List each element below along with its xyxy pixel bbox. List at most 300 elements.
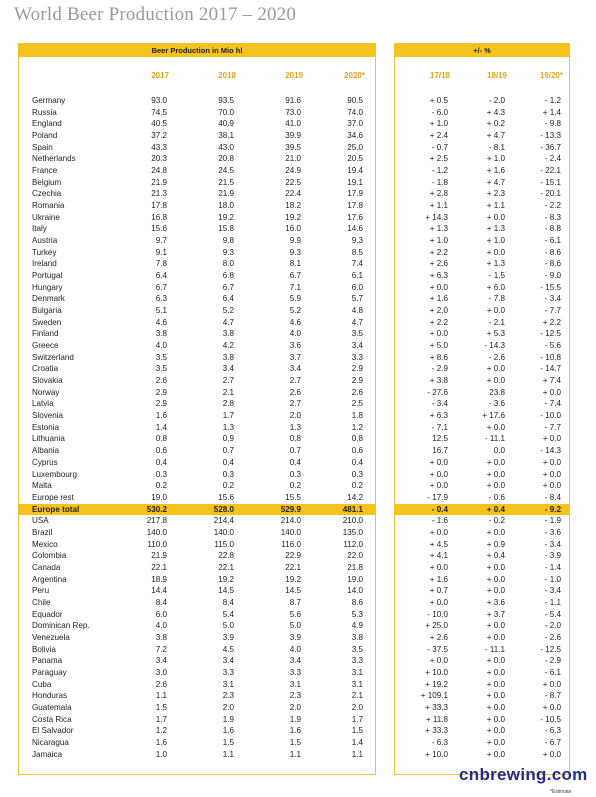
production-value: 3.3 (351, 352, 363, 362)
change-value: - 11.1 (484, 434, 505, 444)
change-value: - 6.1 (544, 236, 561, 246)
change-value: + 2.6 (429, 259, 448, 269)
country-name: Netherlands (32, 154, 76, 164)
production-value: 140.0 (280, 527, 301, 537)
table-row (19, 387, 375, 399)
country-name: Ukraine (32, 212, 60, 222)
production-value: 1.7 (351, 714, 363, 724)
country-name: Slovakia (32, 376, 63, 386)
change-value: + 11.8 (425, 714, 448, 724)
production-value: 0.3 (351, 469, 363, 479)
production-value: 19.0 (151, 492, 167, 502)
production-value: 214.0 (280, 516, 301, 526)
production-value: 9.1 (155, 247, 167, 257)
production-value: 19.2 (218, 212, 234, 222)
production-value: 22.0 (347, 551, 363, 561)
production-value: 3.5 (155, 364, 167, 374)
change-value: + 19.2 (425, 679, 448, 689)
change-row (395, 539, 569, 551)
country-name: Europe total (32, 504, 80, 514)
total-row (19, 504, 375, 516)
change-value: - 1.1 (544, 597, 561, 607)
production-value: 22.1 (285, 562, 301, 572)
country-name: Czechia (32, 189, 62, 199)
change-row (395, 667, 569, 679)
production-value: 4.7 (351, 317, 363, 327)
production-value: 17.9 (347, 189, 363, 199)
change-value: + 1.1 (429, 201, 448, 211)
table-row (19, 749, 375, 761)
table-row (19, 153, 375, 165)
production-value: 8.7 (289, 597, 301, 607)
change-value: - 2.9 (544, 656, 561, 666)
production-value: 6.4 (222, 294, 234, 304)
change-row (395, 620, 569, 632)
change-row (395, 130, 569, 142)
production-value: 5.2 (222, 306, 234, 316)
production-value: 0.2 (289, 481, 301, 491)
country-name: Venezuela (32, 632, 70, 642)
production-value: 4.6 (155, 317, 167, 327)
change-row (395, 118, 569, 130)
production-value: 3.9 (222, 632, 234, 642)
production-value: 4.0 (289, 329, 301, 339)
country-name: Croatia (32, 364, 59, 374)
production-year-row (19, 71, 375, 91)
change-panel (394, 43, 570, 775)
table-row (19, 118, 375, 130)
production-value: 3.3 (222, 667, 234, 677)
change-value: - 8.4 (544, 492, 561, 502)
production-value: 0.7 (289, 446, 301, 456)
country-name: Luxembourg (32, 469, 77, 479)
change-value: - 0.4 (431, 504, 448, 514)
country-name: Poland (32, 131, 58, 141)
table-row (19, 457, 375, 469)
change-value: - 10.0 (540, 411, 561, 421)
production-value: 2.3 (289, 691, 301, 701)
change-value: - 37.5 (427, 644, 448, 654)
change-value: - 3.4 (544, 294, 561, 304)
change-row (395, 433, 569, 445)
production-value: 5.6 (289, 609, 301, 619)
change-value: + 3.6 (486, 597, 505, 607)
country-name: Finland (32, 329, 59, 339)
change-value: + 0.0 (486, 749, 505, 759)
change-row (395, 515, 569, 527)
table-row (19, 200, 375, 212)
change-value: + 0.0 (486, 562, 505, 572)
production-value: 24.5 (218, 166, 234, 176)
change-value: - 7.7 (544, 422, 561, 432)
production-value: 34.6 (347, 131, 363, 141)
country-name: Germany (32, 96, 66, 105)
change-value: + 0.0 (486, 306, 505, 316)
change-row (395, 293, 569, 305)
change-row (395, 212, 569, 224)
production-value: 1.1 (222, 749, 234, 759)
change-value: + 0.0 (486, 457, 505, 467)
change-value: - 2.2 (544, 201, 561, 211)
table-row (19, 445, 375, 457)
change-value: + 0.0 (429, 597, 448, 607)
change-value: + 1.6 (486, 166, 505, 176)
production-value: 0.3 (155, 469, 167, 479)
change-value: + 2.0 (429, 306, 448, 316)
table-row (19, 539, 375, 551)
production-value: 0.4 (351, 457, 363, 467)
production-value: 6.8 (222, 271, 234, 281)
production-value: 21.3 (151, 189, 167, 199)
production-value: 1.0 (155, 749, 167, 759)
table-row (19, 562, 375, 574)
year-header: 2020* (344, 71, 365, 80)
production-value: 7.4 (351, 259, 363, 269)
change-value: - 14.7 (540, 364, 561, 374)
production-value: 2.7 (222, 376, 234, 386)
change-value: + 2.2 (429, 247, 448, 257)
production-value: 2.6 (289, 387, 301, 397)
production-value: 3.8 (222, 352, 234, 362)
production-value: 14.6 (347, 224, 363, 234)
change-value: + 0.0 (429, 562, 448, 572)
production-value: 0.8 (155, 434, 167, 444)
production-value: 5.2 (289, 306, 301, 316)
change-value: - 14.3 (484, 341, 505, 351)
production-value: 140.0 (146, 527, 167, 537)
production-value: 2.8 (222, 399, 234, 409)
change-row (395, 749, 569, 761)
change-value: - 1.6 (431, 516, 448, 526)
change-row (395, 632, 569, 644)
country-name: England (32, 119, 62, 129)
change-rows (395, 95, 569, 760)
year-header: 2017 (151, 71, 169, 80)
table-row (19, 142, 375, 154)
production-value: 9.3 (222, 247, 234, 257)
country-name: Bolivia (32, 644, 56, 654)
production-value: 3.7 (289, 352, 301, 362)
country-name: El Salvador (32, 726, 74, 736)
change-value: - 7.7 (544, 306, 561, 316)
country-name: Guatemala (32, 702, 72, 712)
country-name: Austria (32, 236, 58, 246)
country-name: Malta (32, 481, 52, 491)
change-value: - 1.5 (488, 271, 505, 281)
production-value: 14.2 (347, 492, 363, 502)
change-value: + 0.0 (486, 527, 505, 537)
table-row (19, 223, 375, 235)
table-row (19, 527, 375, 539)
production-value: 22.8 (218, 551, 234, 561)
production-value: 1.4 (155, 422, 167, 432)
production-value: 15.8 (218, 224, 234, 234)
change-value: + 0.0 (542, 469, 561, 479)
country-name: Argentina (32, 574, 67, 584)
production-value: 5.9 (289, 294, 301, 304)
change-value: - 2.0 (488, 96, 505, 105)
change-value: + 1.0 (429, 236, 448, 246)
change-value: - 11.1 (484, 644, 505, 654)
change-value: + 0.4 (486, 504, 505, 514)
country-name: Chile (32, 597, 51, 607)
production-value: 17.8 (347, 201, 363, 211)
table-row (19, 679, 375, 691)
production-value: 4.2 (222, 341, 234, 351)
country-name: Mexico (32, 539, 58, 549)
production-value: 3.6 (289, 341, 301, 351)
change-value: + 0.7 (429, 586, 448, 596)
production-value: 529.9 (280, 504, 301, 514)
country-name: Greece (32, 341, 59, 351)
production-value: 4.8 (351, 306, 363, 316)
change-value: + 14.3 (425, 212, 448, 222)
change-value: + 4.5 (429, 539, 448, 549)
production-value: 0.3 (222, 469, 234, 479)
change-value: + 109.1 (420, 691, 448, 701)
production-value: 22.9 (285, 551, 301, 561)
change-period-row (395, 71, 569, 91)
production-value: 3.3 (289, 667, 301, 677)
country-name: Slovenia (32, 411, 64, 421)
production-value: 5.7 (351, 294, 363, 304)
change-value: - 1.2 (544, 96, 561, 105)
change-value: - 0.7 (431, 142, 448, 152)
country-name: Hungary (32, 282, 63, 292)
change-row (395, 644, 569, 656)
production-value: 2.6 (155, 376, 167, 386)
country-name: Romania (32, 201, 65, 211)
production-value: 116.0 (281, 539, 301, 549)
table-row (19, 235, 375, 247)
production-value: 14.0 (347, 586, 363, 596)
change-value: + 0.0 (486, 702, 505, 712)
production-value: 16.8 (151, 212, 167, 222)
change-row (395, 258, 569, 270)
change-value: - 6.7 (544, 737, 561, 747)
change-value: + 0.0 (429, 656, 448, 666)
production-value: 0.2 (222, 481, 234, 491)
production-value: 8.4 (155, 597, 167, 607)
country-name: Italy (32, 224, 47, 234)
change-value: - 8.6 (544, 247, 561, 257)
production-value: 73.0 (285, 107, 301, 117)
change-value: - 9.2 (544, 504, 561, 514)
production-value: 2.9 (155, 399, 167, 409)
change-value: - 36.7 (540, 142, 561, 152)
production-value: 1.3 (289, 422, 301, 432)
table-row (19, 469, 375, 481)
change-value: + 6.0 (486, 282, 505, 292)
production-value: 19.0 (347, 574, 363, 584)
table-row (19, 212, 375, 224)
production-value: 93.0 (151, 96, 167, 105)
production-value: 25.0 (347, 142, 363, 152)
change-row (395, 469, 569, 481)
change-value: + 6.3 (429, 411, 448, 421)
production-value: 530.2 (146, 504, 167, 514)
change-value: - 12.5 (540, 644, 561, 654)
change-row (395, 375, 569, 387)
change-value: + 4.3 (486, 107, 505, 117)
production-value: 41.0 (285, 119, 301, 129)
change-row (395, 714, 569, 726)
change-value: + 0.0 (486, 469, 505, 479)
change-value: + 10.0 (425, 749, 448, 759)
change-row (395, 142, 569, 154)
change-value: + 2.8 (429, 189, 448, 199)
production-header: Beer Production in Mio hl (19, 44, 375, 57)
change-value: 12.5 (432, 434, 448, 444)
year-header: 2019 (285, 71, 303, 80)
production-value: 14.5 (218, 586, 234, 596)
production-value: 18.9 (151, 574, 167, 584)
change-value: + 1.6 (429, 294, 448, 304)
country-name: Switzerland (32, 352, 74, 362)
watermark: cnbrewing.com (459, 765, 588, 784)
change-value: + 8.6 (429, 352, 448, 362)
production-value: 0.2 (351, 481, 363, 491)
country-name: Honduras (32, 691, 68, 701)
table-row (19, 632, 375, 644)
country-name: Europe rest (32, 492, 74, 502)
change-row (395, 702, 569, 714)
table-row (19, 702, 375, 714)
change-row (395, 328, 569, 340)
production-value: 1.3 (222, 422, 234, 432)
change-row (395, 690, 569, 702)
production-value: 4.5 (222, 644, 234, 654)
production-value: 19.2 (285, 574, 301, 584)
production-value: 24.8 (151, 166, 167, 176)
production-value: 15.6 (218, 492, 234, 502)
change-value: + 33.3 (425, 702, 448, 712)
change-row (395, 107, 569, 119)
production-value: 2.7 (289, 376, 301, 386)
production-value: 7.1 (289, 282, 301, 292)
change-value: + 0.0 (429, 329, 448, 339)
production-value: 3.4 (351, 341, 363, 351)
table-row (19, 597, 375, 609)
production-value: 7.2 (155, 644, 167, 654)
change-row (395, 247, 569, 259)
production-value: 0.8 (289, 434, 301, 444)
change-value: + 0.0 (486, 726, 505, 736)
change-value: + 3.8 (429, 376, 448, 386)
production-value: 90.5 (347, 96, 363, 105)
production-value: 91.6 (285, 96, 301, 105)
change-row (395, 655, 569, 667)
change-row (395, 422, 569, 434)
change-value: + 1.3 (486, 224, 505, 234)
production-value: 18.0 (218, 201, 234, 211)
change-value: - 6.3 (544, 726, 561, 736)
production-value: 1.6 (289, 726, 301, 736)
production-value: 6.3 (155, 294, 167, 304)
change-value: + 0.4 (486, 551, 505, 561)
production-value: 37.2 (151, 131, 167, 141)
change-value: + 1.3 (429, 224, 448, 234)
production-value: 0.8 (351, 434, 363, 444)
production-value: 6.7 (289, 271, 301, 281)
change-value: + 5.0 (429, 341, 448, 351)
table-row (19, 422, 375, 434)
production-value: 1.2 (351, 422, 363, 432)
production-value: 3.4 (289, 656, 301, 666)
production-value: 0.7 (222, 446, 234, 456)
change-value: 23.8 (489, 387, 505, 397)
production-value: 19.4 (347, 166, 363, 176)
production-value: 0.3 (289, 469, 301, 479)
change-row (395, 457, 569, 469)
production-value: 3.9 (289, 632, 301, 642)
production-value: 1.6 (222, 726, 234, 736)
table-row (19, 375, 375, 387)
production-value: 38.1 (218, 131, 234, 141)
change-value: - 2.1 (488, 317, 505, 327)
production-value: 4.0 (155, 621, 167, 631)
production-value: 4.6 (289, 317, 301, 327)
change-value: - 2.6 (488, 352, 505, 362)
production-value: 20.8 (218, 154, 234, 164)
change-value: - 3.6 (544, 527, 561, 537)
change-value: + 0.0 (486, 247, 505, 257)
change-value: + 0.0 (429, 469, 448, 479)
change-value: - 1.9 (544, 516, 561, 526)
production-value: 3.1 (289, 679, 301, 689)
change-value: + 0.0 (486, 656, 505, 666)
production-value: 3.1 (351, 667, 363, 677)
production-value: 4.0 (155, 341, 167, 351)
page-title: World Beer Production 2017 – 2020 (14, 4, 297, 25)
production-value: 9.7 (155, 236, 167, 246)
production-value: 9.9 (289, 236, 301, 246)
country-name: Nicaragua (32, 737, 69, 747)
change-value: - 12.5 (540, 329, 561, 339)
production-value: 21.0 (285, 154, 301, 164)
change-value: + 4.1 (429, 551, 448, 561)
production-value: 0.6 (351, 446, 363, 456)
change-value: + 0.9 (486, 539, 505, 549)
table-row (19, 282, 375, 294)
production-value: 0.4 (155, 457, 167, 467)
production-value: 17.6 (347, 212, 363, 222)
production-value: 1.5 (222, 737, 234, 747)
change-row (395, 165, 569, 177)
table-row (19, 165, 375, 177)
production-value: 3.8 (351, 632, 363, 642)
change-value: + 1.0 (486, 154, 505, 164)
change-row (395, 445, 569, 457)
change-value: - 5.4 (544, 609, 561, 619)
change-value: + 2.3 (486, 189, 505, 199)
change-row (395, 188, 569, 200)
production-value: 1.8 (351, 411, 363, 421)
table-row (19, 258, 375, 270)
change-row (395, 585, 569, 597)
change-row (395, 609, 569, 621)
production-value: 1.7 (155, 714, 167, 724)
country-name: Lithuania (32, 434, 65, 444)
change-row (395, 200, 569, 212)
country-name: Latvia (32, 399, 54, 409)
production-value: 43.0 (218, 142, 234, 152)
production-value: 74.5 (151, 107, 167, 117)
change-value: + 4.7 (486, 177, 505, 187)
production-value: 93.5 (218, 96, 234, 105)
change-value: - 1.0 (544, 574, 561, 584)
change-value: - 17.9 (427, 492, 448, 502)
